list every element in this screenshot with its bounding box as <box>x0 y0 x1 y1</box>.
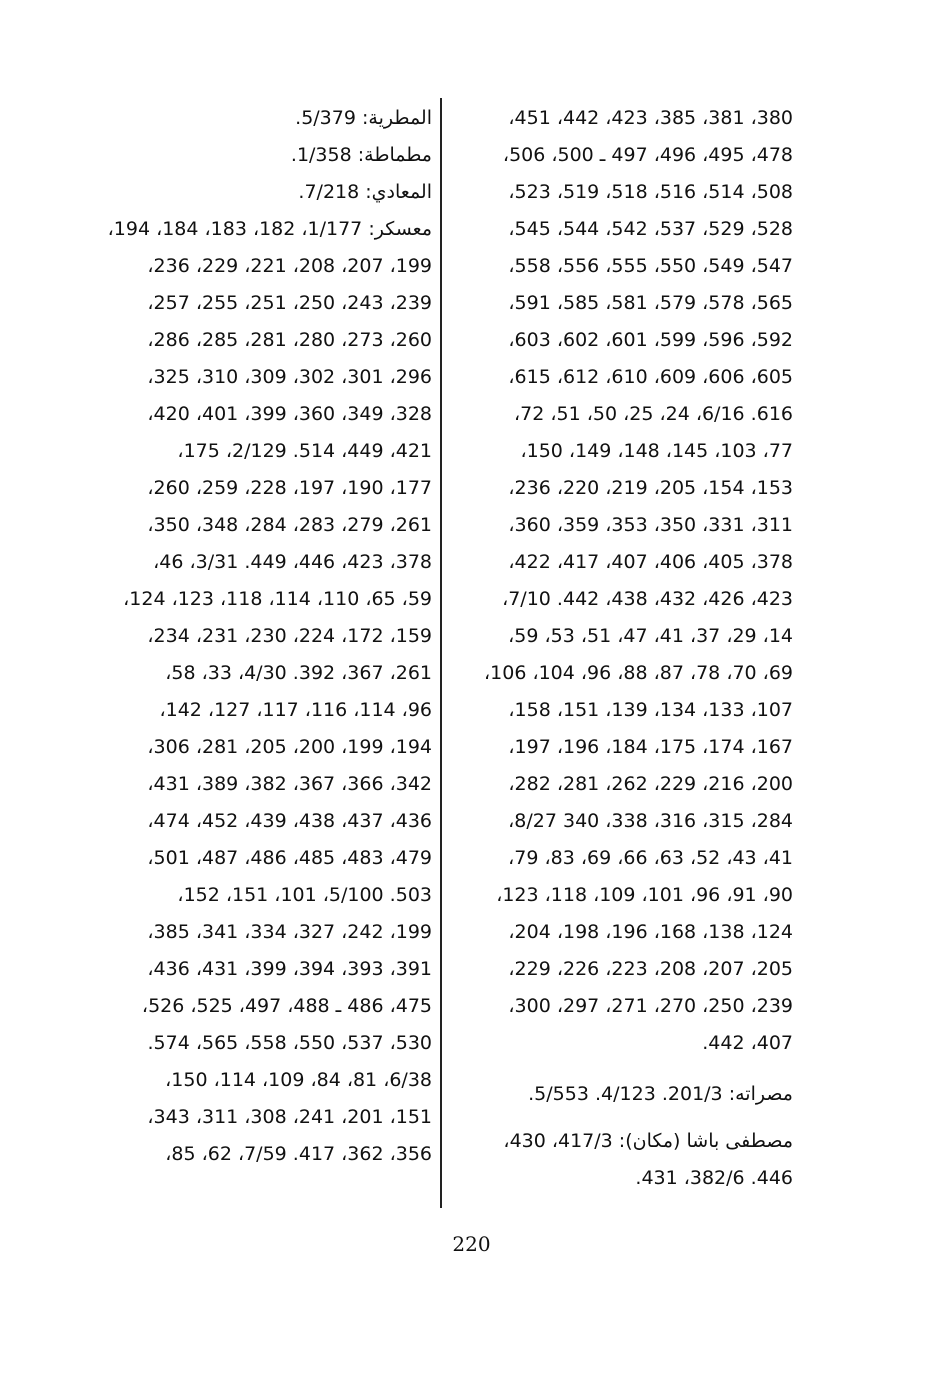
index-line: 59، 65، 110، 114، 118، 123، 124، <box>123 588 432 610</box>
index-entry-mustafa-pasha: مصطفى باشا (مكان): 417/3، 430، <box>503 1130 793 1152</box>
index-line: 41، 43، 52، 63، 66، 69، 83، 79، <box>508 847 793 869</box>
index-line: 478، 495، 496، 497 ـ 500، 506، <box>502 144 793 166</box>
index-line: 311، 331، 350، 353، 359، 360، <box>508 514 793 536</box>
index-line: 205، 207، 208، 223، 226، 229، <box>508 958 793 980</box>
index-line: 436، 437، 438، 439، 452، 474، <box>147 810 432 832</box>
index-line: 380، 381، 385، 423، 442، 451، <box>508 107 793 129</box>
index-line: 260، 273، 280، 281، 285، 286، <box>147 329 432 351</box>
index-line: 605، 606، 609، 610، 612، 615، <box>508 366 793 388</box>
index-line: 151، 201، 241، 308، 311، 343، <box>147 1106 432 1128</box>
index-line: 96، 114، 116، 117، 127، 142، <box>159 699 432 721</box>
index-line: 528، 529، 537، 542، 544، 545، <box>508 218 793 240</box>
index-line: 547، 549، 550، 555، 556، 558، <box>508 255 793 277</box>
index-line: 378، 423، 446، 449. 3/31، 46، <box>153 551 432 573</box>
index-line: 423، 426، 432، 438، 442. 7/10، <box>502 588 793 610</box>
index-line: 356، 362، 417. 7/59، 62، 85، <box>165 1143 432 1165</box>
index-line: 239، 250، 270، 271، 297، 300، <box>508 995 793 1017</box>
index-entry-matmata: مطماطة: 1/358. <box>290 144 432 166</box>
index-line: 475، 486 ـ 488، 497، 525، 526، <box>141 995 432 1017</box>
index-line: 592، 596، 599، 601، 602، 603، <box>508 329 793 351</box>
index-line: 159، 172، 224، 230، 231، 234، <box>147 625 432 647</box>
index-line: 342، 366، 367، 382، 389، 431، <box>147 773 432 795</box>
page-number: 220 <box>452 1232 491 1256</box>
index-line: 124، 138، 168، 196، 198، 204، <box>508 921 793 943</box>
index-line: 446. 382/6، 431. <box>635 1167 793 1189</box>
index-line: 378، 405، 406، 407، 417، 422، <box>508 551 793 573</box>
index-entry-maadi: المعادي: 7/218. <box>298 181 432 203</box>
index-line: 199، 242، 327، 334، 341، 385، <box>147 921 432 943</box>
index-entry-mascara: معسكر: 1/177، 182، 183، 184، 194، <box>107 218 432 240</box>
index-line: 199، 207، 208، 221، 229، 236، <box>147 255 432 277</box>
column-divider <box>440 98 442 1208</box>
index-line: 391، 393، 394، 399، 431، 436، <box>147 958 432 980</box>
index-line: 565، 578، 579، 581، 585، 591، <box>508 292 793 314</box>
index-entry-mataria: المطرية: 5/379. <box>295 107 432 129</box>
index-line: 503. 5/100، 101، 151، 152، <box>177 884 432 906</box>
index-line: 616. 6/16، 24، 25، 50، 51، 72، <box>514 403 793 425</box>
index-line: 153، 154، 205، 219، 220، 236، <box>508 477 793 499</box>
index-line: 530، 537، 550، 558، 565، 574. <box>147 1032 432 1054</box>
index-line: 69، 70، 78، 87، 88، 96، 104، 106، <box>484 662 793 684</box>
index-line: 284، 315، 316، 338، 340 8/27، <box>508 810 793 832</box>
index-entry-misrata: مصراته: 201/3. 4/123. 5/553. <box>528 1083 793 1105</box>
index-line: 167، 174، 175، 184، 196، 197، <box>508 736 793 758</box>
index-line: 261، 279، 283، 284، 348، 350، <box>147 514 432 536</box>
left-index-column <box>60 100 432 1173</box>
index-line: 407، 442. <box>702 1032 793 1054</box>
index-line: 261، 367، 392. 4/30، 33، 58، <box>165 662 432 684</box>
index-line: 508، 514، 516، 518، 519، 523، <box>508 181 793 203</box>
index-line: 6/38، 81، 84، 109، 114، 150، <box>165 1069 432 1091</box>
index-line: 421، 449، 514. 2/129، 175، <box>177 440 432 462</box>
index-line: 239، 243، 250، 251، 255، 257، <box>147 292 432 314</box>
index-line: 90، 91، 96، 101، 109، 118، 123، <box>496 884 793 906</box>
index-line: 77، 103، 145، 148، 149، 150، <box>520 440 793 462</box>
index-line: 479، 483، 485، 486، 487، 501، <box>147 847 432 869</box>
index-line: 296، 301، 302، 309، 310، 325، <box>147 366 432 388</box>
index-line: 177، 190، 197، 228، 259، 260، <box>147 477 432 499</box>
index-line: 107، 133، 134، 139، 151، 158، <box>508 699 793 721</box>
index-line: 194، 199، 200، 205، 281، 306، <box>147 736 432 758</box>
index-line: 14، 29، 37، 41، 47، 51، 53، 59، <box>508 625 793 647</box>
right-index-column <box>448 100 793 1197</box>
index-line: 200، 216، 229، 262، 281، 282، <box>508 773 793 795</box>
index-line: 328، 349، 360، 399، 401، 420، <box>147 403 432 425</box>
